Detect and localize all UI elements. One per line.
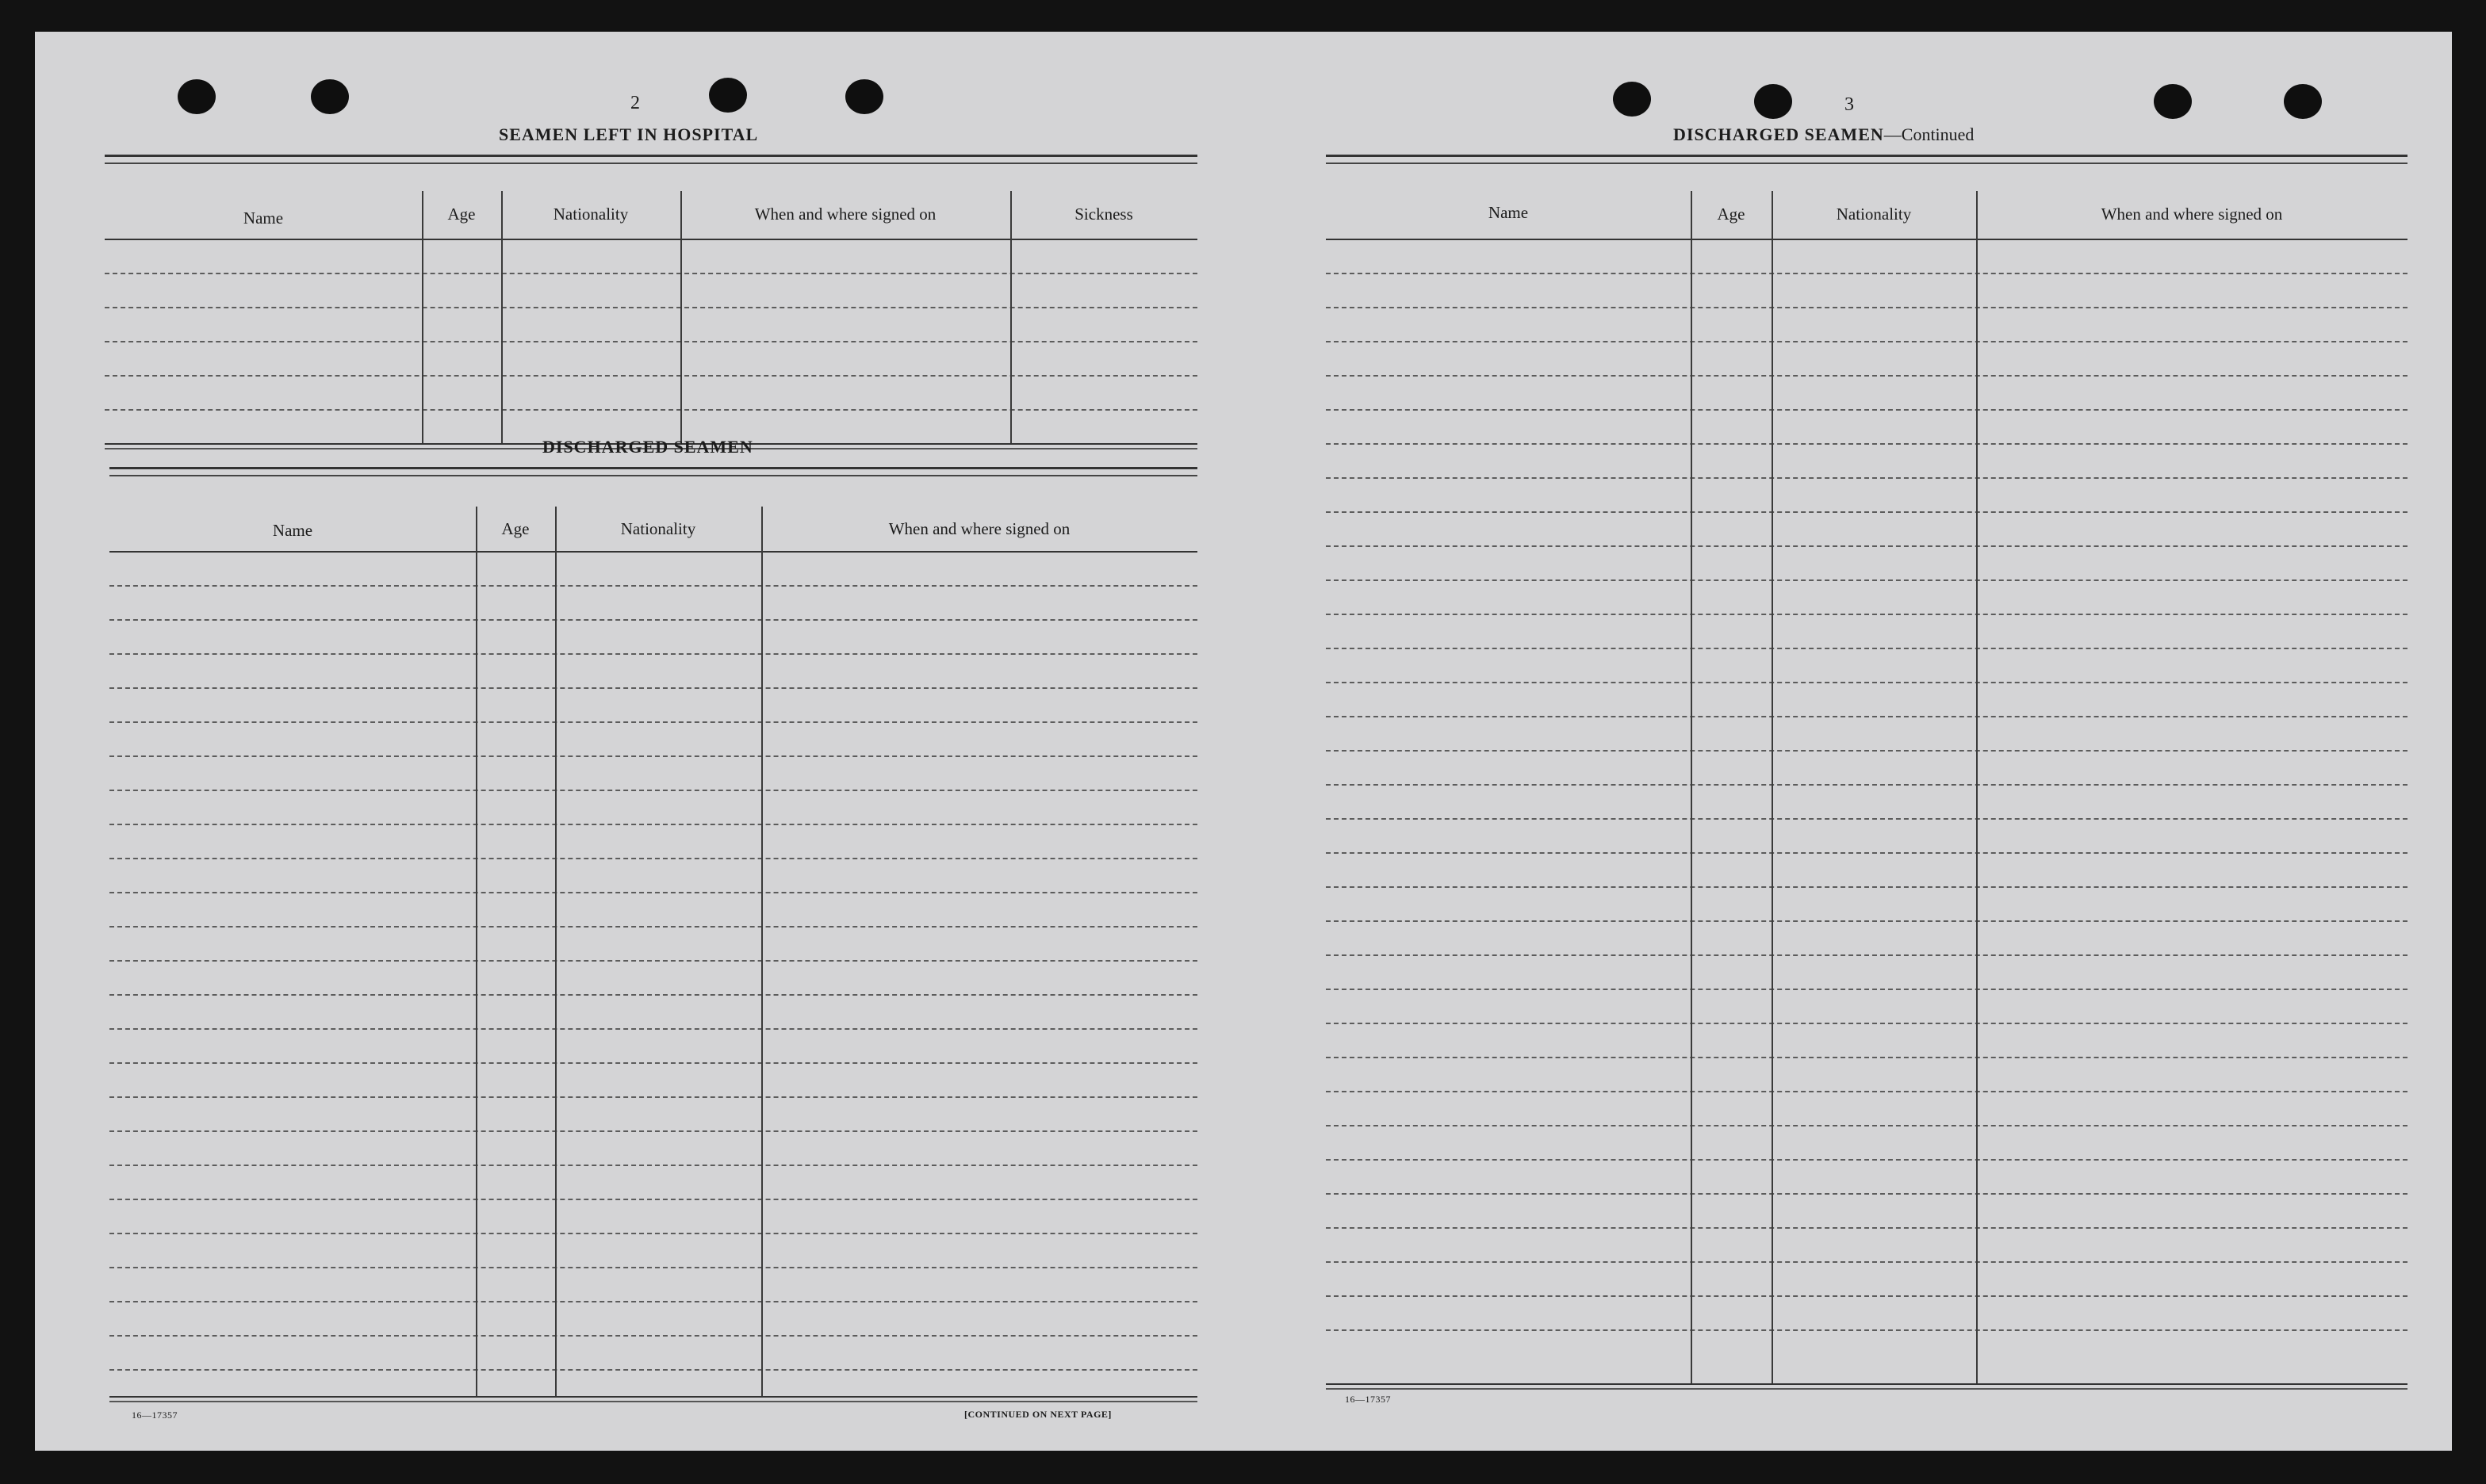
header-rule <box>105 239 1197 240</box>
col-header-when-where: When and where signed on <box>888 519 1071 538</box>
continued-note: [CONTINUED ON NEXT PAGE] <box>964 1409 1112 1420</box>
hospital-section-title: SEAMEN LEFT IN HOSPITAL <box>499 124 759 144</box>
page-number-left: 2 <box>630 93 640 113</box>
row-line <box>1326 1057 2407 1058</box>
row-line <box>1326 511 2407 513</box>
row-line <box>109 653 1197 655</box>
col-header-nationality: Nationality <box>1836 205 1912 224</box>
col-header-age: Age <box>447 205 476 224</box>
row-line <box>109 960 1197 962</box>
row-line <box>1326 1125 2407 1126</box>
table-top-rule <box>105 155 1197 164</box>
row-line <box>1326 648 2407 649</box>
row-line <box>1326 886 2407 888</box>
row-line <box>109 994 1197 996</box>
row-line <box>1326 818 2407 820</box>
row-line <box>109 687 1197 689</box>
form-number-left: 16—17357 <box>132 1409 178 1421</box>
col-header-nationality: Nationality <box>553 205 629 224</box>
row-line <box>1326 989 2407 990</box>
row-line <box>109 1028 1197 1030</box>
column-divider <box>1976 191 1978 1383</box>
row-line <box>109 858 1197 859</box>
row-line <box>1326 614 2407 615</box>
discharged-section-title: DISCHARGED SEAMEN <box>542 437 753 457</box>
row-line <box>109 1233 1197 1234</box>
punch-hole <box>1613 82 1651 117</box>
row-line <box>105 375 1197 377</box>
punch-hole <box>845 79 883 114</box>
row-line <box>109 1130 1197 1132</box>
discharged-table <box>109 467 1197 1410</box>
row-line <box>1326 920 2407 922</box>
col-header-when-where: When and where signed on <box>754 205 937 224</box>
row-line <box>109 585 1197 587</box>
punch-hole <box>178 79 216 114</box>
column-divider <box>501 191 503 443</box>
row-line <box>109 1165 1197 1166</box>
row-line <box>1326 1295 2407 1297</box>
discharged-continued-title-suffix: —Continued <box>1883 124 1975 144</box>
table-bottom-rule <box>1326 1383 2407 1390</box>
row-line <box>109 1062 1197 1064</box>
row-line <box>1326 341 2407 342</box>
col-header-sickness: Sickness <box>1074 205 1133 224</box>
row-line <box>105 273 1197 274</box>
row-line <box>109 755 1197 757</box>
row-line <box>1326 784 2407 786</box>
punch-hole <box>709 78 747 113</box>
row-line <box>1326 273 2407 274</box>
page-number-right: 3 <box>1844 94 1854 115</box>
row-line <box>1326 579 2407 581</box>
column-divider <box>422 191 423 443</box>
punch-hole <box>2284 84 2322 119</box>
col-header-age: Age <box>501 519 530 538</box>
header-rule <box>109 551 1197 553</box>
row-line <box>1326 1091 2407 1092</box>
column-divider <box>1772 191 1773 1383</box>
col-header-when-where: When and where signed on <box>2101 205 2283 224</box>
row-line <box>109 1267 1197 1268</box>
document-sheet <box>35 32 2452 1451</box>
row-line <box>1326 1159 2407 1161</box>
col-header-nationality: Nationality <box>620 519 696 538</box>
row-line <box>1326 682 2407 683</box>
table-bottom-rule <box>109 1396 1197 1402</box>
row-line <box>1326 954 2407 956</box>
table-top-rule <box>1326 155 2407 164</box>
column-divider <box>555 507 557 1396</box>
column-divider <box>680 191 682 443</box>
row-line <box>1326 409 2407 411</box>
discharged-continued-table <box>1326 155 2407 1391</box>
table-top-rule <box>109 467 1197 476</box>
row-line <box>109 1335 1197 1337</box>
row-line <box>109 892 1197 893</box>
row-line <box>109 1369 1197 1371</box>
col-header-name: Name <box>1488 203 1529 222</box>
form-number-right: 16—17357 <box>1345 1394 1391 1405</box>
row-line <box>1326 1193 2407 1195</box>
row-line <box>105 307 1197 308</box>
col-header-name: Name <box>272 521 313 540</box>
column-divider <box>1691 191 1692 1383</box>
row-line <box>1326 545 2407 547</box>
punch-hole <box>1754 84 1792 119</box>
row-line <box>1326 716 2407 717</box>
row-line <box>105 409 1197 411</box>
column-divider <box>1010 191 1012 443</box>
row-line <box>1326 307 2407 308</box>
punch-hole <box>2154 84 2192 119</box>
punch-hole <box>311 79 349 114</box>
row-line <box>109 1301 1197 1302</box>
col-header-age: Age <box>1717 205 1745 224</box>
hospital-table <box>105 155 1197 452</box>
row-line <box>109 721 1197 723</box>
row-line <box>1326 375 2407 377</box>
discharged-continued-title-main: DISCHARGED SEAMEN <box>1673 124 1884 144</box>
row-line <box>109 790 1197 791</box>
row-line <box>1326 1261 2407 1263</box>
col-header-name: Name <box>243 208 284 228</box>
row-line <box>109 926 1197 928</box>
header-rule <box>1326 239 2407 240</box>
column-divider <box>761 507 763 1396</box>
row-line <box>109 1096 1197 1098</box>
discharged-continued-title <box>1673 124 1974 145</box>
row-line <box>1326 443 2407 445</box>
column-divider <box>476 507 477 1396</box>
row-line <box>109 619 1197 621</box>
row-line <box>1326 1227 2407 1229</box>
row-line <box>109 824 1197 825</box>
row-line <box>1326 477 2407 479</box>
row-line <box>1326 750 2407 752</box>
row-line <box>1326 1023 2407 1024</box>
row-line <box>109 1199 1197 1200</box>
row-line <box>1326 1329 2407 1331</box>
row-line <box>1326 852 2407 854</box>
row-line <box>105 341 1197 342</box>
